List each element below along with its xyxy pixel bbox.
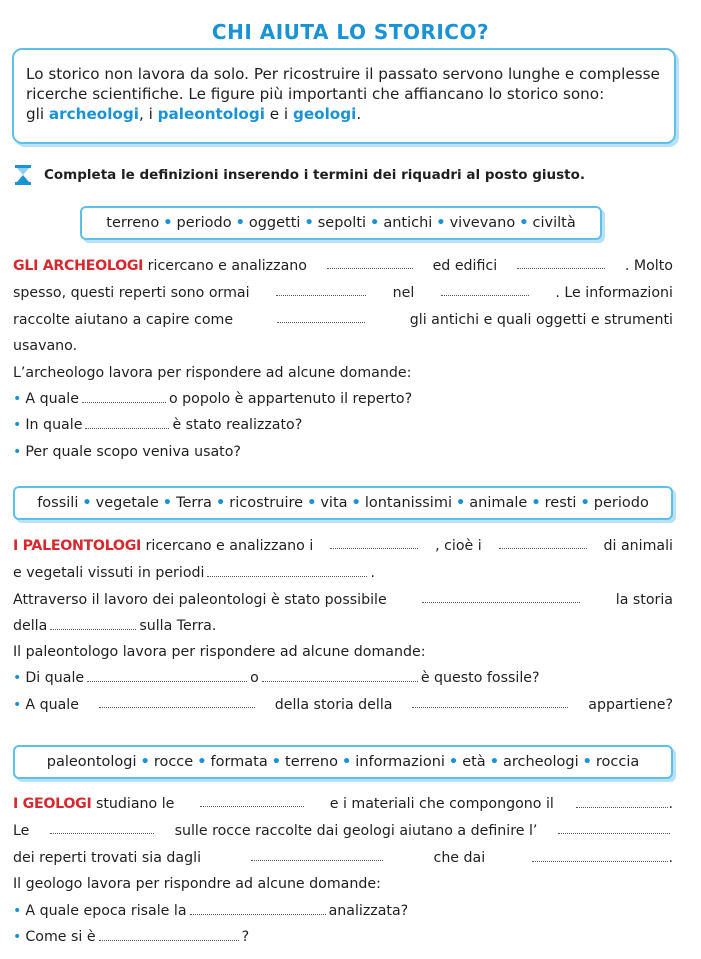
word: lontanissimi [364, 495, 452, 511]
separator-dot: • [436, 215, 446, 231]
separator-dot: • [163, 215, 173, 231]
term-geologi: geologi [292, 105, 357, 123]
word: sepolti [317, 215, 367, 231]
paleontologi-line-3 [13, 588, 673, 612]
paleontologi-line-5: Il paleontologo lavora per rispondere ad alcune domande: [13, 644, 426, 660]
term-archeologi: archeologi [48, 105, 139, 123]
text: appartiene? [588, 697, 673, 713]
hourglass-icon [14, 165, 32, 185]
blank-field[interactable] [412, 693, 568, 708]
blank-field[interactable] [277, 308, 365, 323]
word: archeologi [502, 754, 579, 770]
archeologi-line-1 [13, 254, 673, 278]
text: raccolte aiutano a capire come [13, 312, 234, 328]
blank-field[interactable] [87, 667, 247, 682]
archeologi-question-3 [13, 440, 673, 464]
text: e i materiali che compongono il [329, 796, 554, 812]
text: sulla Terra. [139, 618, 217, 634]
word: roccia [595, 754, 640, 770]
separator-dot: • [370, 215, 380, 231]
separator-dot: • [519, 215, 529, 231]
intro-box [12, 48, 676, 144]
separator-dot: • [489, 754, 499, 770]
bullet: • [13, 444, 22, 460]
intro-text: gli [26, 105, 49, 123]
text: , cioè i [435, 538, 482, 554]
blank-field[interactable] [262, 667, 418, 682]
geologi-line-3 [13, 846, 673, 870]
separator-dot: • [271, 754, 282, 770]
text: studiano le [91, 796, 175, 812]
text: . [668, 796, 673, 812]
separator-dot: • [580, 495, 590, 511]
text: Di quale [25, 670, 85, 686]
text: sulle rocce raccolte dai geologi aiutano a definire l’ [174, 823, 538, 839]
blank-field[interactable] [50, 819, 154, 834]
text-run [13, 693, 79, 717]
word: fossili [37, 495, 79, 511]
archeologi-line-5: L’archeologo lavora per rispondere ad alcune domande: [13, 365, 412, 381]
text: che dai [433, 850, 486, 866]
text: è stato realizzato? [172, 417, 303, 433]
text: gli antichi e quali oggetti e strumenti [409, 312, 673, 328]
blank-field[interactable] [85, 414, 169, 429]
text-run [13, 254, 307, 278]
archeologi-heading: GLI ARCHEOLOGI [13, 258, 144, 274]
separator-dot: • [582, 754, 592, 770]
geologi-line-1 [13, 792, 673, 816]
text: . Le informazioni [555, 285, 673, 301]
text: e vegetali vissuti in periodi [13, 565, 205, 581]
bullet: • [13, 417, 22, 433]
separator-dot: • [162, 495, 173, 511]
text: A quale epoca risale la [25, 903, 187, 919]
text: o [250, 670, 259, 686]
bullet: • [13, 670, 22, 686]
blank-field[interactable] [532, 847, 668, 862]
geologi-heading: I GEOLOGI [13, 796, 92, 812]
text: della [13, 618, 48, 634]
geologi-line-2 [13, 819, 673, 843]
text: . [668, 850, 673, 866]
geologi-question-2 [13, 925, 673, 949]
blank-field[interactable] [558, 819, 670, 834]
instruction-text: Completa le definizioni inserendo i termini dei riquadri al posto giusto. [44, 167, 586, 183]
text: . [370, 565, 375, 581]
intro-text: e i [264, 105, 293, 123]
text: Attraverso il lavoro dei paleontologi è stato possibile [13, 592, 387, 608]
paleontologi-line-4 [13, 614, 673, 638]
text: ed edifici [432, 258, 498, 274]
word-box-2 [13, 486, 673, 520]
word: animale [469, 495, 528, 511]
paleontologi-line-2 [13, 561, 673, 585]
separator-dot: • [341, 754, 352, 770]
paleontologi-line-1 [13, 534, 673, 558]
paleontologi-heading: I PALEONTOLOGI [13, 538, 142, 554]
archeologi-line-3 [13, 308, 673, 332]
text-run [576, 792, 673, 816]
text: Come si è [25, 929, 96, 945]
word: età [462, 754, 486, 770]
word: terreno [106, 215, 160, 231]
blank-field[interactable] [207, 562, 367, 577]
text: è questo fossile? [420, 670, 540, 686]
separator-dot: • [197, 754, 207, 770]
intro-line-3 [26, 104, 664, 124]
word: ricostruire [229, 495, 304, 511]
text: ? [241, 929, 250, 945]
separator-dot: • [235, 215, 245, 231]
separator-dot: • [351, 495, 361, 511]
blank-field[interactable] [99, 926, 239, 941]
text: . Molto [624, 258, 673, 274]
word: rocce [153, 754, 194, 770]
text: A quale [25, 697, 79, 713]
word: vegetale [95, 495, 159, 511]
blank-field[interactable] [50, 615, 136, 630]
text: A quale [25, 391, 79, 407]
word: oggetti [248, 215, 301, 231]
text: Per quale scopo veniva usato? [25, 444, 241, 460]
text: spesso, questi reperti sono ormai [13, 285, 250, 301]
text: dei reperti trovati sia dagli [13, 850, 202, 866]
blank-field[interactable] [82, 388, 166, 403]
word: vita [320, 495, 348, 511]
separator-dot: • [215, 495, 226, 511]
bullet: • [13, 697, 22, 713]
archeologi-question-1 [13, 387, 673, 411]
instruction [14, 163, 694, 187]
bullet: • [13, 391, 22, 407]
text-run [532, 846, 673, 870]
blank-field[interactable] [441, 281, 529, 296]
word: resti [544, 495, 577, 511]
geologi-line-4: Il geologo lavora per rispondre ad alcune domande: [13, 876, 381, 892]
blank-field[interactable] [190, 900, 326, 915]
word: periodo [176, 215, 232, 231]
word: vivevano [449, 215, 516, 231]
text: di animali [603, 538, 673, 554]
text: Le [13, 823, 30, 839]
text: In quale [25, 417, 83, 433]
intro-text: . [356, 105, 362, 123]
separator-dot: • [531, 495, 541, 511]
text: analizzata? [328, 903, 409, 919]
separator-dot: • [455, 495, 466, 511]
blank-field[interactable] [330, 534, 418, 549]
word: periodo [593, 495, 649, 511]
word: antichi [383, 215, 433, 231]
word: civiltà [532, 215, 576, 231]
text: la storia [615, 592, 673, 608]
word: terreno [285, 754, 338, 770]
blank-field[interactable] [422, 588, 580, 603]
word-box-3 [13, 745, 673, 779]
text: o popolo è appartenuto il reperto? [168, 391, 413, 407]
word-box-1 [80, 206, 602, 240]
separator-dot: • [140, 754, 150, 770]
blank-field[interactable] [499, 534, 587, 549]
text: ricercano e analizzano [143, 258, 307, 274]
blank-field[interactable] [276, 281, 366, 296]
paleontologi-question-1 [13, 666, 673, 690]
bullet: • [13, 929, 22, 945]
text: della storia della [274, 697, 393, 713]
page-title: CHI AIUTA LO STORICO? [211, 20, 490, 44]
geologi-question-1 [13, 899, 673, 923]
blank-field[interactable] [576, 793, 668, 808]
text: nel [392, 285, 415, 301]
separator-dot: • [448, 754, 459, 770]
word: paleontologi [46, 754, 137, 770]
archeologi-question-2 [13, 413, 673, 437]
intro-text: , i [138, 105, 158, 123]
text-run [13, 792, 174, 816]
bullet: • [13, 903, 22, 919]
text-run [13, 534, 313, 558]
word: formata [210, 754, 268, 770]
blank-field[interactable] [517, 254, 605, 269]
separator-dot: • [82, 495, 92, 511]
term-paleontologi: paleontologi [157, 105, 265, 123]
word: informazioni [355, 754, 445, 770]
intro-line-2: ricerche scientifiche. Le figure più importanti che affiancano lo storico sono: [26, 85, 605, 103]
separator-dot: • [307, 495, 317, 511]
intro-line-1: Lo storico non lavora da solo. Per ricostruire il passato servono lunghe e complesse [26, 65, 660, 83]
blank-field[interactable] [99, 693, 255, 708]
archeologi-line-4: usavano. [13, 338, 78, 354]
paleontologi-question-2 [13, 693, 673, 717]
word: Terra [176, 495, 212, 511]
blank-field[interactable] [327, 254, 413, 269]
separator-dot: • [304, 215, 314, 231]
blank-field[interactable] [251, 846, 383, 861]
blank-field[interactable] [200, 792, 304, 807]
text: ricercano e analizzano i [141, 538, 314, 554]
archeologi-line-2 [13, 281, 673, 305]
